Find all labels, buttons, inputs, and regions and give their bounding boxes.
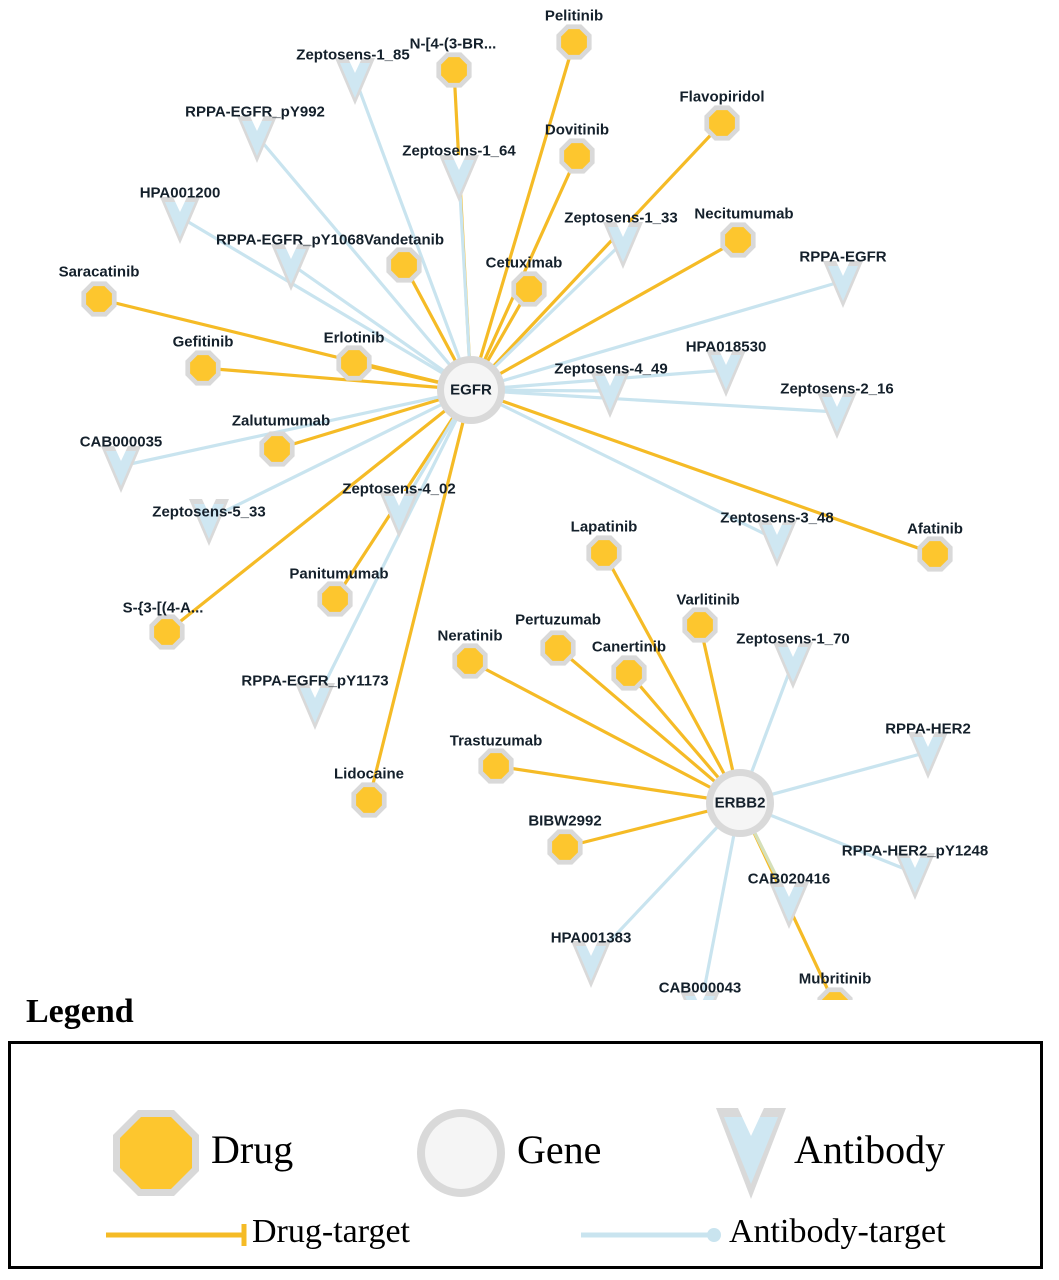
drug-node-label: Pelitinib: [544, 7, 604, 25]
drug-node-shape: [86, 286, 112, 312]
antibody-node[interactable]: [101, 446, 141, 493]
drug-node-label: Cetuximab: [485, 254, 563, 272]
drug-node-label: Afatinib: [907, 520, 963, 538]
drug-node[interactable]: [586, 535, 621, 570]
legend-drug-edge-icon: [106, 1224, 244, 1246]
antibody-node[interactable]: [237, 116, 277, 163]
gene-node-label[interactable]: ERBB2: [714, 794, 766, 812]
drug-node-label: Mubritinib: [798, 970, 872, 988]
drug-node-shape: [687, 612, 713, 638]
drug-node-label: Varlitinib: [676, 591, 740, 609]
legend-drug-icon: [113, 1110, 199, 1196]
drug-node-label: Lapatinib: [570, 518, 638, 536]
drug-node[interactable]: [336, 345, 371, 380]
node-layer: [81, 24, 952, 1000]
edge-layer: [99, 42, 935, 1000]
gene-node-label[interactable]: EGFR: [450, 381, 492, 399]
drug-node-shape: [264, 436, 290, 462]
drug-node-label: Pertuzumab: [515, 611, 601, 629]
drug-node[interactable]: [817, 987, 852, 1000]
drug-node[interactable]: [81, 281, 116, 316]
drug-node-shape: [391, 252, 417, 278]
drug-node[interactable]: [720, 222, 755, 257]
drug-node-label: BIBW2992: [528, 812, 602, 830]
antibody-node-label: Zeptosens-5_33: [152, 503, 266, 521]
drug-node[interactable]: [511, 271, 546, 306]
drug-node[interactable]: [682, 607, 717, 642]
drug-node[interactable]: [317, 581, 352, 616]
antibody-node-label: Zeptosens-2_16: [780, 380, 894, 398]
antibody-target-edge: [315, 390, 471, 703]
drug-node-label: Lidocaine: [333, 765, 405, 783]
drug-node-label: Neratinib: [437, 627, 503, 645]
drug-node-shape: [190, 355, 216, 381]
drug-node-label: Saracatinib: [58, 263, 140, 281]
drug-node-label: Panitumumab: [289, 565, 389, 583]
drug-node-shape: [154, 619, 180, 645]
antibody-node[interactable]: [773, 642, 813, 689]
antibody-node-label: RPPA-EGFR: [799, 248, 887, 266]
antibody-node-label: CAB020416: [747, 870, 831, 888]
drug-node[interactable]: [259, 431, 294, 466]
drug-node[interactable]: [556, 24, 591, 59]
drug-node-shape: [709, 110, 735, 136]
drug-node-shape: [922, 541, 948, 567]
drug-node[interactable]: [185, 350, 220, 385]
antibody-node[interactable]: [335, 58, 375, 105]
antibody-node[interactable]: [295, 683, 335, 730]
antibody-node[interactable]: [590, 371, 630, 418]
drug-node-shape: [552, 834, 578, 860]
legend-antibody-label: Antibody: [794, 1127, 946, 1172]
antibody-target-edge: [121, 390, 471, 466]
drug-node[interactable]: [351, 782, 386, 817]
drug-node-shape: [564, 143, 590, 169]
drug-target-edge: [471, 390, 935, 554]
antibody-node[interactable]: [379, 491, 419, 538]
antibody-node[interactable]: [160, 197, 200, 244]
drug-node[interactable]: [149, 614, 184, 649]
drug-node-shape: [356, 787, 382, 813]
drug-node-shape: [616, 660, 642, 686]
antibody-node[interactable]: [895, 853, 935, 900]
antibody-node-label: Zeptosens-1_85: [296, 46, 410, 64]
drug-node[interactable]: [436, 52, 471, 87]
drug-node[interactable]: [540, 630, 575, 665]
drug-target-edge: [369, 390, 471, 800]
antibody-target-edge: [180, 217, 471, 390]
antibody-node-label: Zeptosens-1_33: [564, 209, 678, 227]
antibody-node[interactable]: [571, 941, 611, 988]
drug-node[interactable]: [704, 105, 739, 140]
antibody-node-label: HPA001200: [139, 184, 221, 202]
antibody-node-label: RPPA-EGFR_pY1173: [241, 672, 389, 690]
drug-node-shape: [441, 57, 467, 83]
drug-node-label: N-[4-(3-BR...: [409, 35, 497, 53]
legend-antibody-icon: [716, 1108, 786, 1199]
antibody-target-edge: [355, 78, 471, 390]
drug-node-label: Dovitinib: [544, 121, 610, 139]
drug-node-label: Flavopiridol: [679, 88, 765, 106]
drug-node-label: Zalutumumab: [231, 412, 331, 430]
antibody-node-label: Zeptosens-1_70: [736, 630, 850, 648]
antibody-node[interactable]: [817, 392, 857, 439]
drug-node-label: Canertinib: [591, 638, 667, 656]
drug-node[interactable]: [452, 643, 487, 678]
drug-node-shape: [591, 540, 617, 566]
drug-node-shape: [483, 753, 509, 779]
drug-node-shape: [516, 276, 542, 302]
legend-box: [8, 1041, 1043, 1269]
drug-node-label: Erlotinib: [323, 329, 385, 347]
drug-node-shape: [457, 648, 483, 674]
antibody-node-label: Zeptosens-4_49: [554, 360, 668, 378]
antibody-node[interactable]: [680, 991, 720, 1000]
drug-node-shape: [341, 350, 367, 376]
legend-gene-label: Gene: [517, 1127, 602, 1172]
drug-node-shape: [322, 586, 348, 612]
antibody-node[interactable]: [769, 882, 809, 929]
legend-gene-icon: [417, 1109, 505, 1197]
antibody-node-label: HPA018530: [685, 338, 767, 356]
legend-antibody-target-label: Antibody-target: [729, 1213, 946, 1250]
drug-node[interactable]: [559, 138, 594, 173]
antibody-node-label: RPPA-HER2_pY1248: [841, 842, 989, 860]
drug-node-label: Trastuzumab: [449, 732, 543, 750]
legend-drug-label: Drug: [211, 1127, 294, 1172]
legend-drug-target-label: Drug-target: [252, 1213, 410, 1250]
drug-node[interactable]: [386, 247, 421, 282]
drug-node-label: Gefitinib: [172, 333, 234, 351]
antibody-node-label: CAB000043: [658, 979, 742, 997]
antibody-node-label: RPPA-EGFR_pY1068: [215, 231, 365, 249]
antibody-node-label: RPPA-HER2: [885, 720, 971, 738]
drug-node[interactable]: [611, 655, 646, 690]
drug-node-shape: [561, 29, 587, 55]
antibody-node[interactable]: [189, 499, 229, 546]
drug-node-label: Vandetanib: [363, 231, 445, 249]
antibody-node[interactable]: [757, 520, 797, 567]
legend-antibody-edge-icon: [581, 1228, 721, 1242]
antibody-node-label: CAB000035: [79, 433, 163, 451]
drug-node-shape: [725, 227, 751, 253]
antibody-node-label: Zeptosens-4_02: [342, 480, 456, 498]
antibody-node-label: Zeptosens-3_48: [720, 509, 834, 527]
drug-target-edge: [471, 240, 738, 390]
legend-title: Legend: [26, 993, 134, 1030]
drug-node-label: S-{3-[(4-A...: [122, 599, 204, 617]
drug-node-shape: [545, 635, 571, 661]
antibody-node-label: RPPA-EGFR_pY992: [185, 103, 325, 121]
drug-node-label: Necitumumab: [694, 205, 794, 223]
antibody-node[interactable]: [706, 350, 746, 397]
drug-node[interactable]: [917, 536, 952, 571]
drug-target-edge: [471, 123, 722, 390]
antibody-node-label: Zeptosens-1_64: [402, 142, 516, 160]
antibody-node[interactable]: [439, 155, 479, 202]
antibody-target-edge: [471, 390, 777, 540]
drug-node[interactable]: [547, 829, 582, 864]
antibody-node-label: HPA001383: [550, 929, 632, 947]
drug-node[interactable]: [478, 748, 513, 783]
antibody-node[interactable]: [271, 244, 311, 291]
